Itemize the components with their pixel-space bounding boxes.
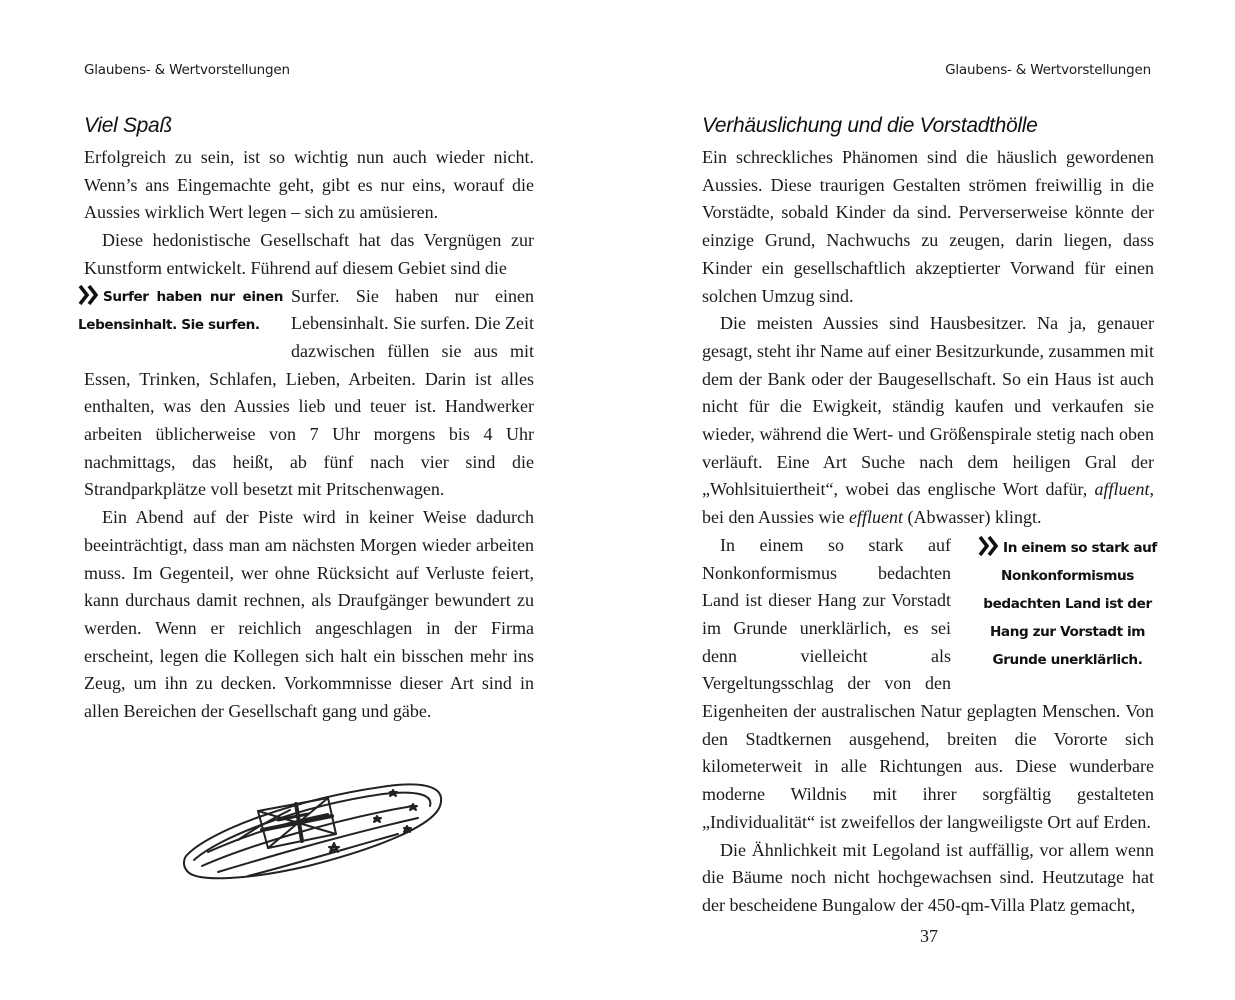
- pull-quote-text: Surfer haben nur einen Lebensinhalt. Sie surfen.: [78, 288, 283, 333]
- paragraph: Diese hedonistische Gesellschaft hat das Vergnügen zur Kunstform entwickelt. Führend auf diesem Gebiet sind die: [84, 230, 534, 278]
- paragraph: Erfolgreich zu sein, ist so wichtig nun auch wieder nicht. Wenn’s ans Eingemachte geht, gibt es nur eins, worauf die Aussies wirklich Wert legen – sich zu amüsieren.: [84, 147, 534, 223]
- paragraph: Ein schreckliches Phänomen sind die häuslich gewordenen Aussies. Diese traurigen Gestalten strömen freiwillig in die Vorstädte, sobald Kinder da sind. Perverserweise könnte der einzige Grund, Nachwuchs zu zeugen, darin liegen, dass Kinder ein gesellschaftlich akzeptierter Vorwand für einen solchen Umzug sind.: [702, 147, 1154, 306]
- body-text: [78, 144, 534, 726]
- emphasis-effluent: effluent: [848, 507, 903, 528]
- pull-quote: [965, 534, 1170, 674]
- section-heading: Verhäuslichung und die Vorstadthölle: [702, 114, 1038, 137]
- left-page: [0, 0, 617, 1000]
- paragraph-text: bei den Aussies wie: [702, 507, 849, 528]
- emphasis-affluent: affluent,: [1094, 479, 1154, 500]
- paragraph-text: (Abwasser) klingt.: [902, 507, 1042, 528]
- paragraph: In einem so stark auf Nonkonformismus bedachten Land ist dieser Hang zur Vorstadt im Grunde unerklärlich, es sei denn vielleicht als Vergeltungsschlag der von den Eigenheiten der australischen Natur geplagten Menschen. Von den Stadtkernen ausgehend, breiten die Vororte sich kilometerweit in alle Richtungen aus. Diese wunderbare moderne Wildnis mit ihrer sorgfältig gestalteten „Individualität“ ist zweifellos der langweiligste Ort auf Erden.: [702, 534, 1154, 832]
- right-page: [617, 0, 1235, 1000]
- running-head: Glaubens- & Wertvorstellungen: [84, 62, 290, 78]
- running-head: Glaubens- & Wertvorstellungen: [945, 62, 1151, 78]
- paragraph: [702, 310, 1154, 532]
- paragraph: Ein Abend auf der Piste wird in keiner Weise dadurch beeinträchtigt, dass man am nächsten Morgen wieder arbeiten muss. Im Gegenteil, wer ohne Rücksicht auf Verluste feiert, kann durchaus damit rechnen, als Draufgänger bewundert zu werden. Wenn er reichlich angeschlagen in der Firma erscheint, legen die Kollegen sich halt ein bisschen mehr ins Zeug, um ihn zu decken. Vorkommnisse dieser Art sind in allen Bereichen der Gesellschaft gang und gäbe.: [84, 507, 534, 722]
- body-text: [702, 144, 1157, 920]
- page-number: 37: [920, 926, 938, 946]
- paragraph: Die Ähnlichkeit mit Legoland ist auffällig, vor allem wenn die Bäume noch nicht hochgewachsen sind. Heutzutage hat der bescheidene Bungalow der 450-qm-Villa Platz gemacht,: [702, 839, 1154, 915]
- double-chevron-icon: [78, 285, 100, 305]
- section-heading: Viel Spaß: [84, 114, 172, 137]
- paragraph-text: Die meisten Aussies sind Hausbesitzer. Na ja, genauer gesagt, steht ihr Name auf einer Besitzurkunde, zusammen mit dem der Bank oder der Baugesellschaft. So ein Haus ist auch nicht für die Ewigkeit, ständig kaufen und verkaufen sie wieder, während die Wert- und Größenspirale stetig nach oben verläuft. Eine Art Suche nach dem heiligen Gral der „Wohlsituiertheit“, wobei das englische Wort dafür,: [702, 313, 1154, 500]
- pull-quote: [78, 283, 283, 339]
- surfboard-australian-flag-icon: [178, 776, 448, 888]
- pull-quote-text: In einem so stark auf Nonkonformismus bedachten Land ist der Hang zur Vorstadt im Grunde unerklärlich.: [983, 539, 1157, 668]
- paragraph: Surfer. Sie haben nur einen Lebensinhalt. Sie surfen. Die Zeit dazwischen füllen sie aus mit Essen, Trinken, Schlafen, Lieben, Arbeiten. Darin ist alles enthalten, was den Aussies lieb und teuer ist. Handwerker arbeiten üblicherweise von 7 Uhr morgens bis 4 Uhr nachmittags, das heißt, ab fünf nach vier sind die Strandparkplätze voll besetzt mit Pritschenwagen.: [84, 285, 534, 500]
- double-chevron-icon: [978, 536, 1000, 556]
